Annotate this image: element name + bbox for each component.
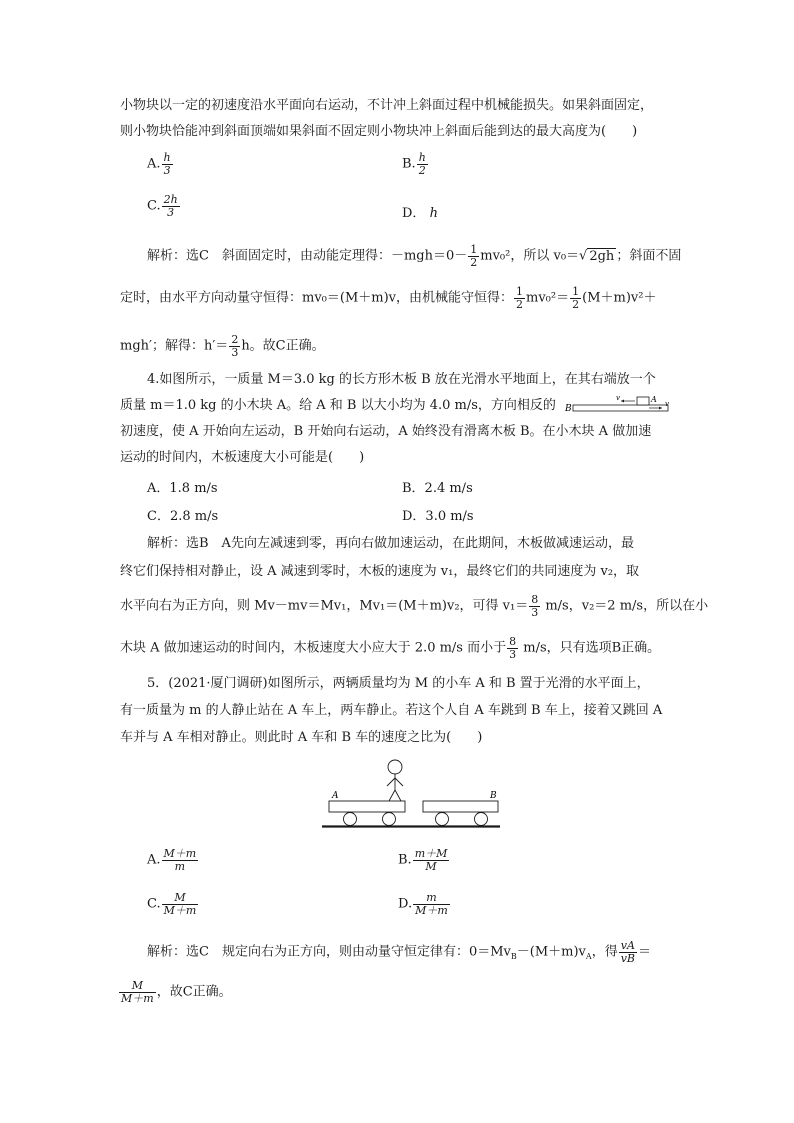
q4-option-d: D．3.0 m/s [402, 509, 474, 524]
q4-solution-line4: 木块 A 做加速运动的时间内，木板速度大小应大于 2.0 m/s 而小于 $\frac{8}{3}$ m/s，只有选项B正确。 [120, 635, 661, 661]
cart-a-wheel-left [344, 813, 357, 826]
cart-b-wheel-left [436, 813, 449, 826]
cart-a-wheel-right [383, 813, 396, 826]
q4-stem-line4: 运动的时间内，木板速度大小可能是( ) [120, 450, 365, 465]
q4-fig-label-b: B [565, 404, 572, 414]
q4-stem-line2: 质量 m＝1.0 kg 的小木块 A。给 A 和 B 以大小均为 4.0 m/s，方向相反的 [120, 398, 556, 413]
q3-solution-line1: 解析：选C 斜面固定时，由动能定理得：－mgh＝0－ $\frac{1}{2}$ mv₀²，所以 v₀＝√ 2gh ；斜面不固 [147, 243, 682, 269]
q4-solution-line2: 终它们保持相对静止，设 A 减速到零时，木板的速度为 v₁，最终它们的共同速度为 v₂，取 [120, 564, 640, 579]
q5-option-a: A. $\frac{M+m}{m}$ [147, 847, 197, 873]
q3-solution-line3: mgh′；解得：h′＝ $\frac{2}{3}$ h。故C正确。 [120, 333, 325, 359]
q4-block [637, 397, 649, 405]
q3-stem-line1: 小物块以一定的初速度沿水平面向右运动，不计冲上斜面过程中机械能损失。如果斜面固定， [120, 98, 654, 113]
q4-stem-line3: 初速度，使 A 开始向左运动，B 开始向右运动，A 始终没有滑离木板 B。在小木块 A 做加速 [120, 424, 652, 439]
cart-a-label: A [332, 791, 339, 801]
cart-b-wheel-right [475, 813, 488, 826]
q4-solution-line3: 水平向右为正方向，则 Mv－mv＝Mv₁，Mv₁＝(M＋m)v₂，可得 v₁＝ $\frac{8}{3}$ m/s，v₂＝2 m/s，所以在小 [120, 593, 709, 619]
q3-option-d: D． h [402, 206, 438, 221]
q5-option-b: B. $\frac{m+M}{M}$ [398, 847, 448, 873]
q5-solution-line1: 解析：选C 规定向右为正方向，则由动量守恒定律有：$0=Mv_B-(M+m)v_A$，得 $\frac{vA}{vB}$ ＝ [147, 939, 652, 965]
cart-a-body [329, 801, 405, 812]
person-left-leg [389, 790, 395, 801]
q5-stem-line3: 车并与 A 车相对静止。则此时 A 车和 B 车的速度之比为( ) [120, 730, 483, 745]
q4-fig-label-a: A [651, 395, 657, 404]
q4-option-b: B．2.4 m/s [402, 481, 473, 496]
q5-stem-line1: 5．(2021·厦门调研)如图所示，两辆质量均为 M 的小车 A 和 B 置于光滑的水平面上， [147, 676, 650, 691]
person-right-arm [395, 778, 403, 786]
q5-stem-line2: 有一质量为 m 的人静止站在 A 车上，两车静止。若这个人自 A 车跳到 B 车上，接着又跳回 A [120, 703, 663, 718]
q3-option-c: C. $\frac{2h}{3}$ [147, 193, 178, 219]
q4-stem-line1: 4.如图所示，一质量 M＝3.0 kg 的长方形木板 B 放在光滑水平地面上，在其右端放一个 [147, 372, 656, 387]
q5-option-c: C. $\frac{M}{M+m}$ [147, 891, 197, 917]
q4-fig-label-v-left: v [616, 394, 620, 402]
person-head [388, 760, 402, 774]
q5-solution-line2: $\frac{M}{M+m}$ ，故C正确。 [121, 979, 232, 1005]
q4-option-c: C．2.8 m/s [147, 509, 219, 524]
q5-carts-figure [320, 756, 502, 834]
q3-option-b: B. $\frac{h}{2}$ [402, 151, 426, 177]
q4-arrowhead-left [621, 400, 624, 403]
q4-fig-label-v-right: v [665, 400, 669, 408]
q4-option-a: A．1.8 m/s [147, 481, 218, 496]
person-right-leg [395, 790, 401, 801]
q5-option-d: D. $\frac{m}{M+m}$ [398, 891, 448, 917]
q3-stem-line2: 则小物块恰能冲到斜面顶端如果斜面不固定则小物块冲上斜面后能到达的最大高度为( ) [120, 124, 638, 139]
q3-option-a: A. $\frac{h}{3}$ [147, 151, 171, 177]
q3-solution-line2: 定时，由水平方向动量守恒得：mv₀＝(M＋m)v，由机械能守恒得： $\frac{1}{2}$ mv₀²＝ $\frac{1}{2}$ (M＋m)v²＋ [120, 285, 657, 311]
q4-board-block-figure [563, 392, 675, 414]
person-left-arm [387, 778, 395, 786]
cart-b-label: B [490, 791, 497, 801]
q4-solution-line1: 解析：选B A先向左减速到零，再向右做加速运动，在此期间，木板做减速运动，最 [147, 536, 634, 551]
cart-b-body [423, 801, 498, 812]
